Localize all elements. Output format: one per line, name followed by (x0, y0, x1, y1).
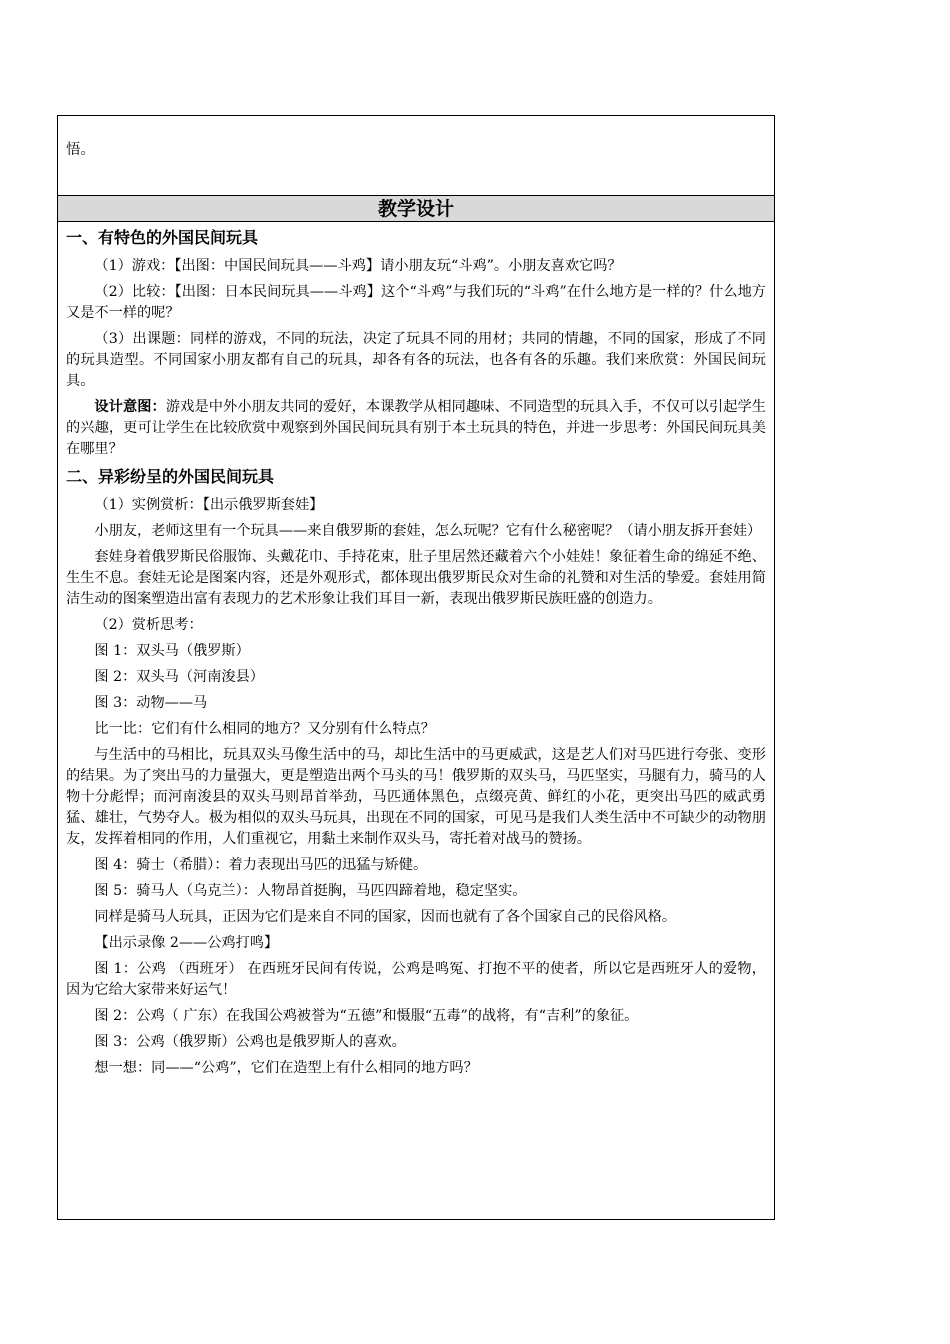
paragraph: 图 5：骑马人（乌克兰）：人物昂首挺胸，马匹四蹄着地，稳定坚实。 (94, 883, 527, 899)
paragraph: 与生活中的马相比，玩具双头马像生活中的马，却比生活中的马更威武，这是艺人们对马匹进行夸张、变形的结果。为了突出马的力量强大，更是塑造出两个马头的马！俄罗斯的双头马，马匹坚实，马腿有力，骑马的人物十分彪悍；而河南浚县的双头马则昂首举劲，马匹通体黑色，点缀亮黄、鲜红的小花，更突出马匹的威武勇猛、雄壮，气势夺人。极为相似的双头马玩具，出现在不同的国家，可见马是我们人类生活中不可缺少的动物朋友，发挥着相同的作用，人们重视它，用黏土来制作双头马，寄托着对战马的赞扬。 (66, 747, 766, 847)
paragraph: （2）赏析思考： (94, 617, 203, 633)
paragraph: （1）实例赏析：【出示俄罗斯套娃】 (94, 497, 324, 513)
paragraph: 【出示录像 2——公鸡打鸣】 (94, 935, 279, 951)
section-1-title: 一、有特色的外国民间玩具 (66, 228, 259, 247)
paragraph: （3）出课题：同样的游戏，不同的玩法，决定了玩具不同的用材；共同的情趣，不同的国家，形成了不同的玩具造型。不同国家小朋友都有自己的玩具，却各有各的玩法，也各有各的乐趣。我们来欣赏：外国民间玩具。 (66, 331, 766, 389)
section-2-title: 二、异彩纷呈的外国民间玩具 (66, 467, 275, 486)
paragraph: 想一想：同——“公鸡”，它们在造型上有什么相同的地方吗？ (94, 1060, 478, 1076)
paragraph: 同样是骑马人玩具，正因为它们是来自不同的国家，因而也就有了各个国家自己的民俗风格。 (94, 909, 677, 925)
section-header: 教学设计 (58, 196, 774, 222)
paragraph: 比一比：它们有什么相同的地方？又分别有什么特点？ (94, 721, 435, 737)
paragraph: 图 2：双头马（河南浚县） (94, 669, 264, 685)
paragraph: 套娃身着俄罗斯民俗服饰、头戴花巾、手持花束，肚子里居然还藏着六个小娃娃！象征着生命的绵延不绝、生生不息。套娃无论是图案内容，还是外观形式，都体现出俄罗斯民众对生命的礼赞和对生活的挚爱。套娃用简洁生动的图案塑造出富有表现力的艺术形象让我们耳目一新，表现出俄罗斯民族旺盛的创造力。 (66, 549, 766, 607)
paragraph: 图 3：公鸡（俄罗斯）公鸡也是俄罗斯人的喜欢。 (94, 1034, 406, 1050)
previous-cell (58, 116, 774, 196)
paragraph: 图 2：公鸡（ 广东）在我国公鸡被誉为“五德”和慑服“五毒”的战将，有“吉利”的象征。 (94, 1008, 639, 1024)
paragraph: 图 3：动物——马 (94, 695, 208, 711)
previous-cell-text: 悟。 (66, 142, 95, 158)
paragraph: 图 1：公鸡 （西班牙） 在西班牙民间有传说，公鸡是鸣冤、打抱不平的使者，所以它是西班牙人的爱物，因为它给大家带来好运气！ (66, 961, 766, 998)
paragraph: 图 1：双头马（俄罗斯） (94, 643, 250, 659)
content-cell (58, 222, 774, 1219)
design-intent (66, 397, 766, 460)
paragraph: 图 4：骑士（希腊）：着力表现出马匹的迅猛与矫健。 (94, 857, 428, 873)
lesson-table (57, 115, 775, 1220)
design-intent-text: 游戏是中外小朋友共同的爱好，本课教学从相同趣味、不同造型的玩具入手，不仅可以引起学生的兴趣，更可让学生在比较欣赏中观察到外国民间玩具有别于本土玩具的特色，并进一步思考：外国民间玩具美在哪里？ (66, 399, 766, 457)
design-intent-label: 设计意图： (94, 399, 166, 415)
paragraph: （1）游戏：【出图：中国民间玩具——斗鸡】请小朋友玩“斗鸡”。小朋友喜欢它吗？ (94, 258, 622, 274)
paragraph: 小朋友，老师这里有一个玩具——来自俄罗斯的套娃，怎么玩呢？它有什么秘密呢？（请小朋友拆开套娃） (94, 523, 762, 539)
paragraph: （2）比较：【出图：日本民间玩具——斗鸡】这个“斗鸡”与我们玩的“斗鸡”在什么地方是一样的？什么地方又是不一样的呢？ (66, 284, 766, 321)
